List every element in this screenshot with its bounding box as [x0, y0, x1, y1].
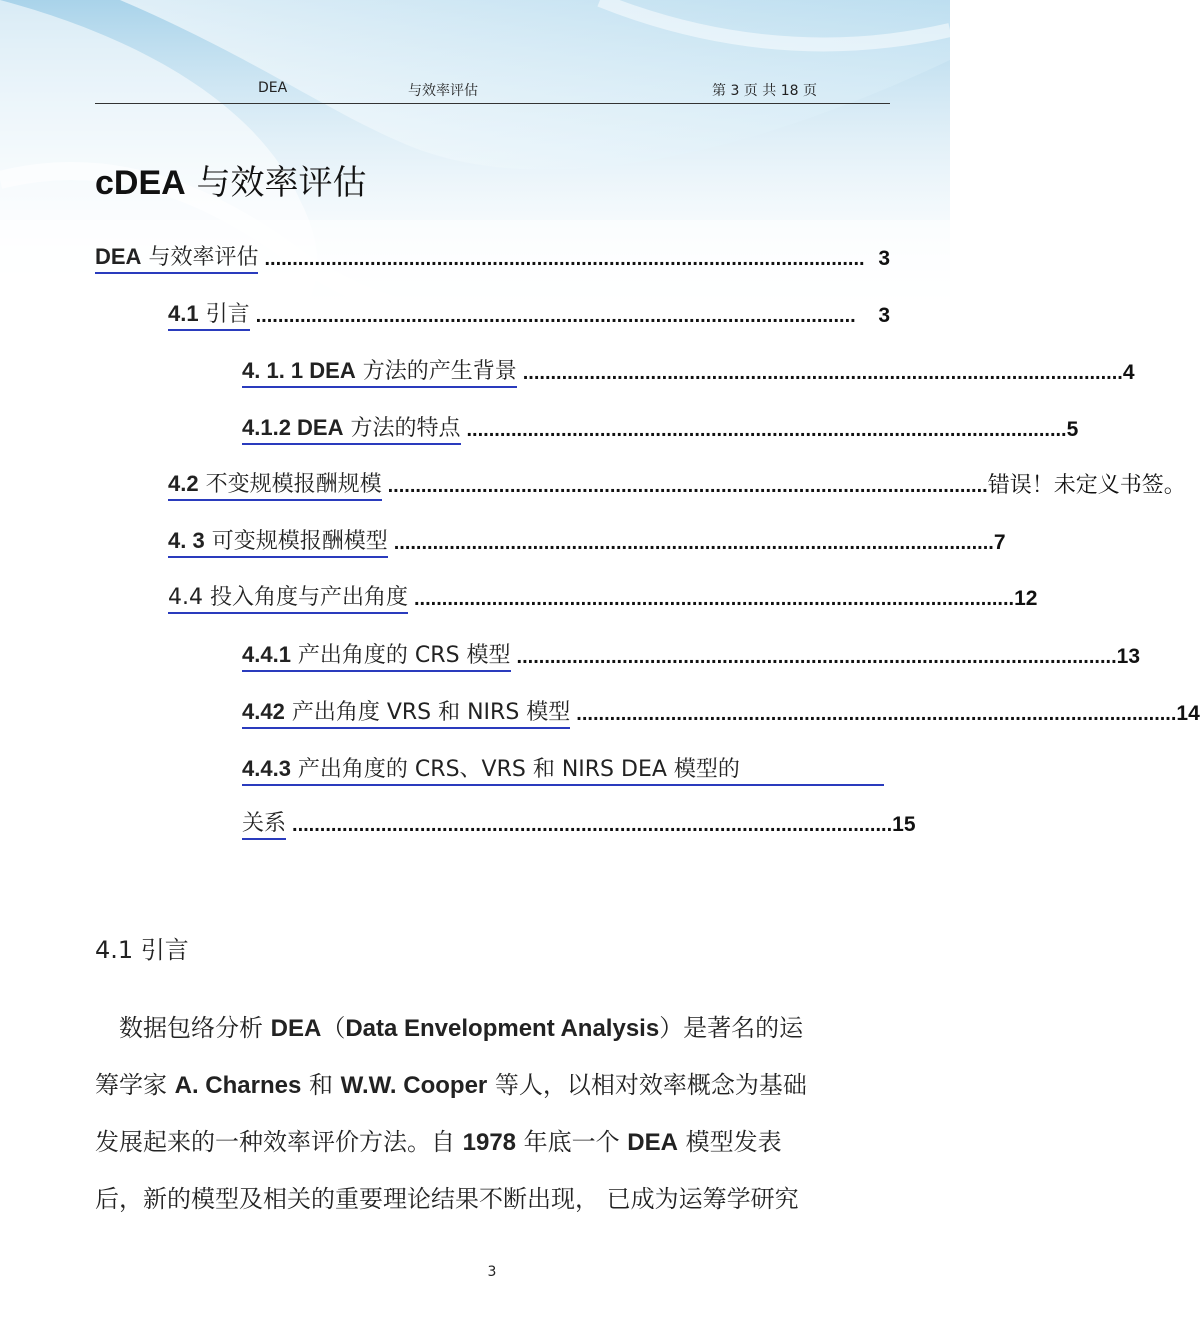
paragraph-line	[95, 1171, 895, 1228]
toc-title: 4.4 投入角度与产出角度	[168, 585, 408, 610]
toc-page: 3	[878, 247, 890, 270]
header-left: DEA	[258, 80, 288, 96]
footer-page-number: 3	[487, 1264, 497, 1280]
text-run: 发展起来的一种效率评价方法。自	[95, 1128, 463, 1156]
toc-dots: ............................................................................................................	[413, 588, 1015, 610]
page-title	[95, 155, 367, 204]
text-run: 模型发表	[677, 1128, 782, 1156]
toc-page: 7	[993, 531, 1006, 554]
toc-page: 4	[1122, 361, 1135, 384]
toc-title: 方法的特点	[343, 416, 461, 441]
text-run: ）是著名的运	[659, 1014, 804, 1042]
toc-title: 产出角度的 CRS、VRS 和 NIRS DEA 模型的	[290, 757, 740, 782]
toc-number: 4. 3	[168, 528, 205, 553]
text-run: 等人，以相对效率概念为基础	[487, 1071, 807, 1099]
toc-entry[interactable]	[95, 240, 890, 274]
text-run-bold: 1978	[462, 1129, 517, 1156]
paragraph-line	[95, 1114, 895, 1171]
toc-page: 14	[1176, 702, 1200, 725]
toc-page: 15	[892, 813, 916, 836]
toc-number: 4. 1. 1 DEA	[242, 358, 356, 383]
toc-link[interactable]	[168, 580, 408, 614]
toc-entry[interactable]	[168, 580, 1038, 614]
text-run-bold: Data Envelopment Analysis	[345, 1015, 660, 1042]
body-paragraph	[95, 1000, 895, 1228]
text-run-bold: DEA	[627, 1129, 678, 1156]
toc-dots: ............................................................................................................	[466, 419, 1067, 441]
toc-dots: ............................................................................................................	[576, 703, 1177, 725]
toc-dots: ............................................................................................................	[522, 362, 1123, 384]
text-run: 筹学家	[95, 1071, 175, 1099]
toc-link[interactable]	[168, 467, 382, 501]
toc-number: 4.42	[242, 699, 285, 724]
toc-entry[interactable]	[242, 806, 916, 840]
text-run: 数据包络分析	[119, 1014, 271, 1042]
toc-dots: ............................................................................................................	[255, 305, 856, 327]
toc-entry[interactable]	[242, 695, 1200, 729]
toc-page: 12	[1014, 587, 1038, 610]
toc-link[interactable]	[242, 638, 511, 672]
toc-entry[interactable]	[242, 752, 890, 786]
toc-link[interactable]	[95, 240, 258, 274]
toc-link[interactable]	[242, 752, 884, 786]
title-rest: 与效率评估	[196, 163, 367, 203]
toc-link[interactable]	[242, 695, 570, 729]
paragraph-line	[95, 1057, 895, 1114]
toc-page: 5	[1066, 418, 1079, 441]
toc-title: 引言	[198, 302, 250, 327]
toc-number: 4.1	[168, 301, 199, 326]
header-divider	[95, 103, 890, 104]
text-run: （	[321, 1014, 346, 1042]
toc-link[interactable]	[242, 354, 517, 388]
toc-entry[interactable]	[168, 297, 890, 331]
text-run-bold: W.W. Cooper	[340, 1072, 488, 1099]
paragraph-line	[95, 1000, 895, 1057]
toc-number: DEA	[95, 244, 142, 269]
toc-title: 不变规模报酬规模	[198, 472, 382, 497]
toc-dots: ............................................................................................................	[516, 646, 1117, 668]
toc-link[interactable]	[168, 524, 388, 558]
toc-dots: ............................................................................................................	[292, 814, 893, 836]
toc-link[interactable]	[242, 411, 461, 445]
toc-link[interactable]	[242, 806, 286, 840]
toc-title: 产出角度 VRS 和 NIRS 模型	[284, 700, 571, 725]
toc-title: 与效率评估	[141, 245, 259, 270]
title-bold: cDEA	[95, 164, 186, 202]
toc-entry[interactable]	[242, 354, 1135, 388]
toc-number: 4.4.1	[242, 642, 291, 667]
toc-link[interactable]	[168, 297, 250, 331]
toc-title: 可变规模报酬模型	[204, 529, 388, 554]
toc-title: 关系	[242, 811, 287, 836]
header-page-count: 第 3 页 共 18 页	[712, 83, 817, 99]
toc-number: 4.1.2 DEA	[242, 415, 344, 440]
toc-entry[interactable]	[168, 524, 1006, 558]
toc-page: 13	[1116, 645, 1141, 668]
toc-entry[interactable]	[168, 467, 1186, 501]
text-run-bold: DEA	[270, 1015, 322, 1042]
toc-dots: ............................................................................................................	[264, 248, 865, 270]
text-run: 后，新的模型及相关的重要理论结果不断出现， 已成为运筹学研究	[95, 1185, 799, 1213]
toc-entry[interactable]	[242, 411, 1079, 445]
toc-title: 产出角度的 CRS 模型	[290, 643, 511, 668]
header-center: 与效率评估	[408, 83, 478, 99]
toc-entry[interactable]	[242, 638, 1141, 672]
toc-page: 3	[878, 304, 890, 327]
text-run: 年底一个	[516, 1128, 628, 1156]
text-run-bold: A. Charnes	[174, 1072, 302, 1099]
toc-error-text: 错误！未定义书签。	[987, 473, 1186, 498]
toc-title: 方法的产生背景	[355, 359, 517, 384]
toc-number: 4.4.3	[242, 756, 291, 781]
toc-dots: ............................................................................................................	[393, 532, 994, 554]
section-heading: 4.1 引言	[95, 936, 189, 964]
text-run: 和	[301, 1071, 341, 1099]
toc-dots: ............................................................................................................	[387, 475, 988, 497]
toc-number: 4.2	[168, 471, 199, 496]
